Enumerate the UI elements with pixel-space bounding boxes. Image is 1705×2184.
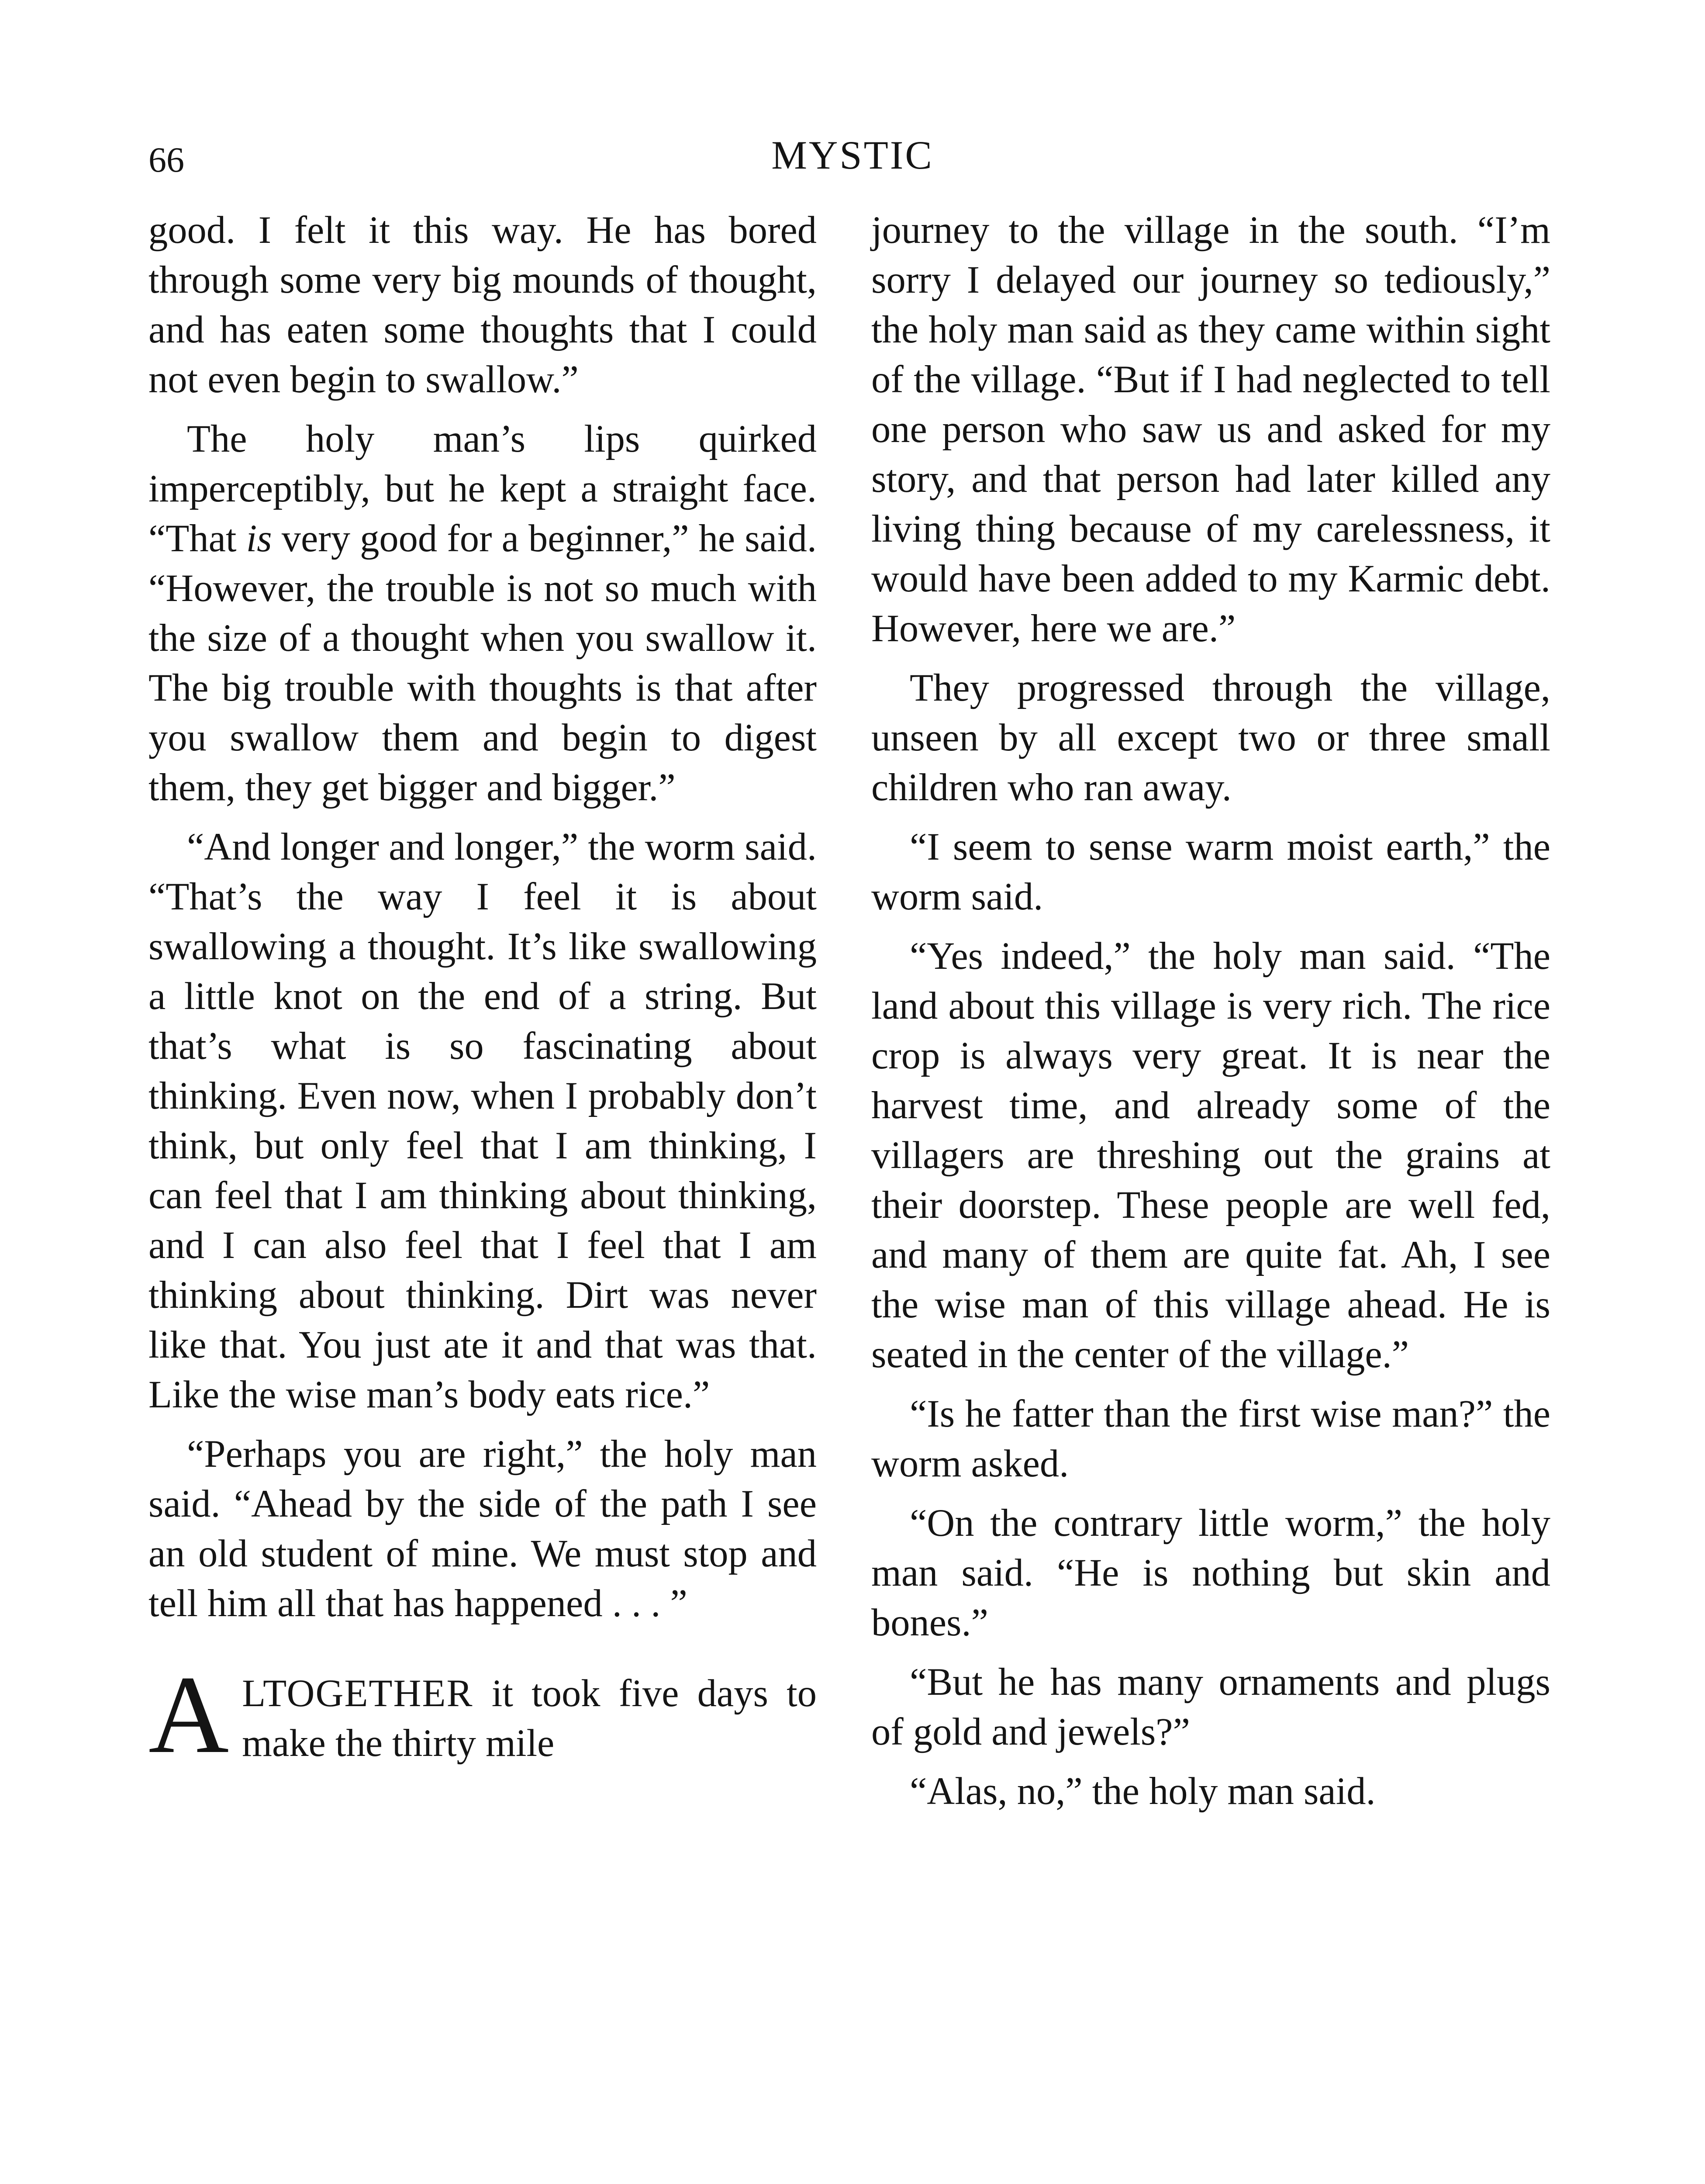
small-caps-word: LTOGETHER: [242, 1672, 473, 1715]
paragraph: “Yes indeed,” the holy man said. “The land about this village is very rich. The rice crop is always very great. It is near the harvest time, and already some of the villagers are threshing out the grains at their doorstep. These people are well fed, and many of them are quite fat. Ah, I see the wise man of this village ahead. He is seated in the center of the village.”: [871, 935, 1550, 1376]
paragraph: good. I felt it this way. He has bored through some very big mounds of thought, and has eaten some thoughts that I could not even begin to swallow.”: [148, 209, 817, 401]
paragraph: “Alas, no,” the holy man said.: [910, 1770, 1376, 1813]
paragraph-text: The holy man’s lips quirked imperceptibly, but he kept a straight face. “That: [148, 418, 817, 560]
drop-cap: A: [148, 1653, 229, 1776]
paragraph: “On the contrary little worm,” the holy man said. “He is nothing but skin and bones.”: [871, 1502, 1550, 1644]
section-start-paragraph: [148, 1653, 817, 1776]
paragraph: They progressed through the village, unseen by all except two or three small children who ran away.: [871, 667, 1550, 809]
page-number: 66: [148, 140, 184, 180]
emphasis-text: is: [246, 517, 272, 560]
paragraph: “And longer and longer,” the worm said. “That’s the way I feel it is about swallowing a thought. It’s like swallowing a little knot on the end of a string. But that’s what is so fascinating about thinking. Even now, when I probably don’t think, but only feel that I am thinking, I can feel that I am thinking about thinking, and I can also feel that I feel that I am thinking about thinking. Dirt was never like that. You just ate it and that was that. Like the wise man’s body eats rice.”: [148, 826, 817, 1416]
paragraph: “I seem to sense warm moist earth,” the worm said.: [871, 826, 1550, 918]
paragraph: “Perhaps you are right,” the holy man said. “Ahead by the side of the path I see an old student of mine. We must stop and tell him all that has happened . . . ”: [148, 1433, 817, 1625]
running-title: MYSTIC: [771, 133, 934, 177]
paragraph: journey to the village in the south. “I’m sorry I delayed our journey so tediously,” the holy man said as they came within sight of the village. “But if I had neglected to tell one person who saw us and asked for my story, and that person had later killed any living thing because of my carelessness, it would have been added to my Karmic debt. However, here we are.”: [871, 209, 1550, 650]
paragraph: “Is he fatter than the first wise man?” the worm asked.: [871, 1393, 1550, 1485]
paragraph-text: it took five days to make the thirty mile: [242, 1672, 817, 1765]
paragraph: “But he has many ornaments and plugs of gold and jewels?”: [871, 1661, 1550, 1753]
paragraph-text: very good for a beginner,” he said. “However, the trouble is not so much with the size of a thought when you swallow it. The big trouble with thoughts is that after you swallow them and begin to digest them, they get bigger and bigger.”: [148, 517, 817, 809]
right-column: [871, 205, 1550, 1826]
left-column: [148, 205, 817, 1776]
paragraph: [148, 414, 817, 812]
